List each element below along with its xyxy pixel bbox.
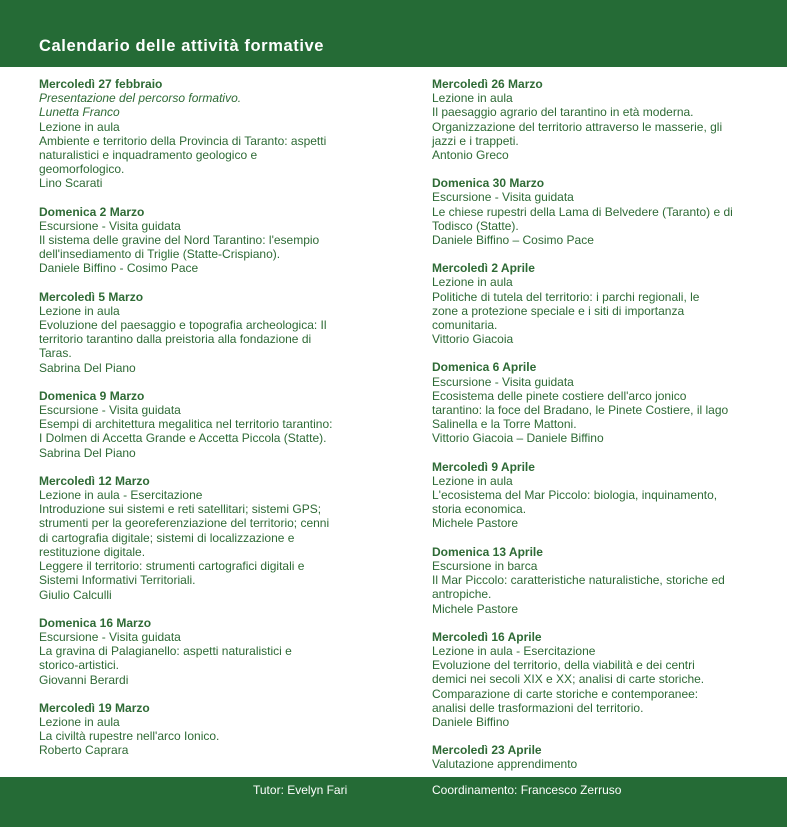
event-detail-line: Evoluzione del paesaggio e topografia archeologica: Il	[39, 318, 327, 333]
event-detail-line: Introduzione sui sistemi e reti satellitari; sistemi GPS;	[39, 502, 322, 517]
event-detail-line: La gravina di Palagianello: aspetti naturalistici e	[39, 644, 292, 659]
event-detail-line: Esempi di architettura megalitica nel territorio tarantino:	[39, 417, 333, 432]
event-detail-line: Il Mar Piccolo: caratteristiche naturalistiche, storiche ed	[432, 573, 725, 588]
event-detail-line: Escursione - Visita guidata	[432, 374, 574, 389]
event-date: Domenica 30 Marzo	[432, 176, 545, 191]
header-bar	[0, 0, 787, 67]
event-date: Mercoledì 5 Marzo	[39, 289, 144, 304]
event-detail-line: Valutazione apprendimento	[432, 757, 578, 772]
left-column	[39, 77, 384, 772]
event-detail-line: Escursione in barca	[432, 558, 538, 573]
event-detail-line: Ambiente e territorio della Provincia di Taranto: aspetti	[39, 133, 327, 148]
event-date: Mercoledì 26 Marzo	[432, 77, 543, 91]
event-detail-line: Daniele Biffino - Cosimo Pace	[39, 261, 199, 276]
event-detail-line: Daniele Biffino – Cosimo Pace	[432, 233, 594, 248]
event-detail-line: Taras.	[39, 346, 72, 361]
event-detail-line: Lezione in aula	[39, 119, 120, 134]
event-detail-line: storia economica.	[432, 502, 527, 517]
event-date: Mercoledì 19 Marzo	[39, 700, 150, 715]
event-detail-line: Evoluzione del territorio, della viabilità e dei centri	[432, 658, 695, 673]
event-detail-line: jazzi e i trappeti.	[432, 133, 519, 148]
footer-bar	[0, 777, 787, 827]
event-detail-line: Le chiese rupestri della Lama di Belvedere (Taranto) e di	[432, 204, 733, 219]
footer-coordination: Coordinamento: Francesco Zerruso	[432, 783, 622, 797]
calendar-event	[39, 474, 384, 602]
event-detail-line: Il paesaggio agrario del tarantino in età moderna.	[432, 105, 694, 120]
event-detail-line: Lezione in aula	[432, 275, 513, 290]
calendar-event	[432, 176, 777, 247]
event-detail-line: La civiltà rupestre nell'arco Ionico.	[39, 729, 220, 744]
event-date: Domenica 9 Marzo	[39, 388, 145, 403]
event-detail-line: Lezione in aula - Esercitazione	[39, 488, 203, 503]
event-date: Domenica 13 Aprile	[432, 544, 543, 559]
event-date: Mercoledì 12 Marzo	[39, 473, 150, 488]
calendar-event	[432, 545, 777, 616]
event-detail-line: Lezione in aula	[432, 473, 513, 488]
event-detail-line: Lezione in aula	[39, 714, 120, 729]
page-title: Calendario delle attività formative	[39, 37, 325, 55]
event-detail-line: Leggere il territorio: strumenti cartografici digitali e	[39, 559, 305, 574]
event-detail-line: Vittorio Giacoia	[432, 332, 514, 347]
event-detail-line: Lino Scarati	[39, 176, 103, 191]
event-detail-line: I Dolmen di Accetta Grande e Accetta Piccola (Statte).	[39, 431, 327, 446]
event-detail-line: antropiche.	[432, 587, 492, 602]
event-detail-line: Lunetta Franco	[39, 105, 120, 120]
event-date: Mercoledì 23 Aprile	[432, 743, 542, 758]
event-detail-line: Sistemi Informativi Territoriali.	[39, 573, 196, 588]
event-detail-line: Escursione - Visita guidata	[39, 629, 181, 644]
event-detail-line: Sabrina Del Piano	[39, 445, 136, 460]
calendar-event	[432, 77, 777, 162]
event-detail-line: Antonio Greco	[432, 148, 509, 163]
event-detail-line: Ecosistema delle pinete costiere dell'arco jonico	[432, 388, 687, 403]
event-detail-line: Organizzazione del territorio attraverso le masserie, gli	[432, 119, 723, 134]
calendar-event	[432, 261, 777, 346]
calendar-event	[39, 616, 384, 687]
event-detail-line: Presentazione del percorso formativo.	[39, 91, 242, 106]
event-detail-line: Sabrina Del Piano	[39, 360, 136, 375]
event-date: Domenica 16 Marzo	[39, 615, 152, 630]
event-detail-line: Todisco (Statte).	[432, 218, 519, 233]
calendar-event	[39, 389, 384, 460]
event-date: Mercoledì 9 Aprile	[432, 459, 535, 474]
event-detail-line: territorio tarantino dalla preistoria alla fondazione di	[39, 332, 312, 347]
calendar-event	[432, 360, 777, 445]
event-detail-line: Roberto Caprara	[39, 743, 129, 758]
calendar-event	[432, 743, 777, 771]
event-detail-line: Lezione in aula	[39, 303, 120, 318]
event-detail-line: tarantino: la foce del Bradano, le Pinete Costiere, il lago	[432, 403, 729, 418]
event-detail-line: storico-artistici.	[39, 658, 120, 673]
event-detail-line: Lezione in aula	[432, 91, 513, 106]
event-detail-line: comunitaria.	[432, 318, 498, 333]
calendar-event	[39, 77, 384, 191]
calendar-event	[39, 701, 384, 758]
event-detail-line: Michele Pastore	[432, 516, 519, 531]
event-date: Domenica 2 Marzo	[39, 204, 145, 219]
event-detail-line: Giovanni Berardi	[39, 672, 129, 687]
event-date: Mercoledì 2 Aprile	[432, 261, 535, 276]
event-detail-line: Vittorio Giacoia – Daniele Biffino	[432, 431, 604, 446]
event-detail-line: Politiche di tutela del territorio: i parchi regionali, le	[432, 289, 700, 304]
event-detail-line: Lezione in aula - Esercitazione	[432, 643, 596, 658]
event-detail-line: Daniele Biffino	[432, 714, 510, 729]
calendar-event	[39, 205, 384, 276]
event-detail-line: Michele Pastore	[432, 601, 519, 616]
event-detail-line: zone a protezione speciale e i siti di importanza	[432, 303, 685, 318]
event-detail-line: Giulio Calculli	[39, 587, 112, 602]
event-detail-line: geomorfologico.	[39, 162, 125, 177]
event-detail-line: Escursione - Visita guidata	[432, 190, 574, 205]
event-date: Mercoledì 27 febbraio	[39, 77, 163, 91]
event-detail-line: Il sistema delle gravine del Nord Tarantino: l'esempio	[39, 233, 320, 248]
calendar-event	[432, 460, 777, 531]
event-detail-line: L'ecosistema del Mar Piccolo: biologia, inquinamento,	[432, 488, 718, 503]
calendar-event	[432, 630, 777, 729]
event-detail-line: Escursione - Visita guidata	[39, 403, 181, 418]
event-detail-line: Escursione - Visita guidata	[39, 218, 181, 233]
event-date: Domenica 6 Aprile	[432, 360, 537, 375]
event-detail-line: analisi delle trasformazioni del territorio.	[432, 700, 644, 715]
event-date: Mercoledì 16 Aprile	[432, 629, 542, 644]
event-detail-line: di cartografia digitale; sistemi di localizzazione e	[39, 530, 295, 545]
calendar-event	[39, 290, 384, 375]
event-detail-line: restituzione digitale.	[39, 544, 146, 559]
footer-tutor: Tutor: Evelyn Fari	[253, 783, 348, 797]
right-column	[432, 77, 777, 786]
event-detail-line: demici nei secoli XIX e XX; analisi di carte storiche.	[432, 672, 705, 687]
event-detail-line: naturalistici e inquadramento geologico e	[39, 148, 258, 163]
event-detail-line: Comparazione di carte storiche e contemporanee:	[432, 686, 699, 701]
event-detail-line: dell'insediamento di Triglie (Statte-Crispiano).	[39, 247, 281, 262]
event-detail-line: strumenti per la georeferenziazione del territorio; cenni	[39, 516, 330, 531]
event-detail-line: Salinella e la Torre Mattoni.	[432, 417, 577, 432]
